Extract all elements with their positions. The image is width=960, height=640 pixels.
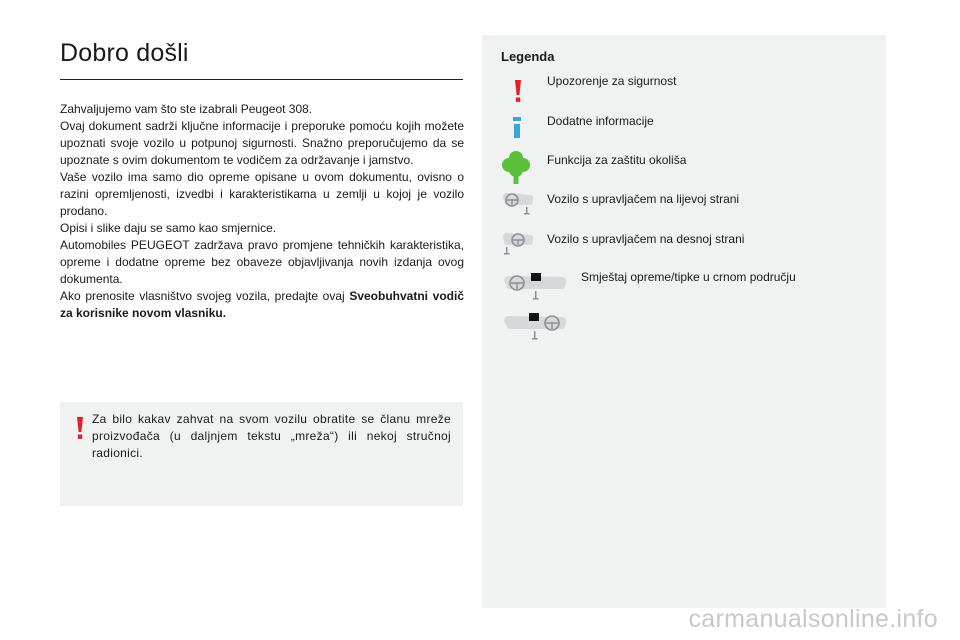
title-divider <box>60 79 463 80</box>
legend-label: Funkcija za zaštitu okoliša <box>547 153 687 167</box>
legend-label: Dodatne informacije <box>547 114 654 128</box>
legend-heading: Legenda <box>501 49 555 64</box>
intro-paragraph: Zahvaljujemo vam što ste izabrali Peugeot 308. <box>60 102 313 116</box>
info-icon <box>511 117 523 139</box>
welcome-section <box>60 30 464 322</box>
handover-paragraph <box>60 288 464 322</box>
legend-label: Vozilo s upravljačem na desnoj strani <box>547 232 745 246</box>
warning-note-box <box>60 402 463 506</box>
left-hand-drive-icon <box>502 191 536 217</box>
legend-label: Vozilo s upravljačem na lijevoj strani <box>547 192 740 206</box>
intro-text <box>60 101 464 322</box>
right-hand-drive-icon <box>502 231 536 257</box>
intro-paragraph: Vaše vozilo ima samo dio opreme opisane u ovom dokumentu, ovisno o razini opremljenosti, izvedbi i karakteristikama u zemlji u kojoj je vozilo prodano. <box>60 170 464 218</box>
tree-icon <box>502 150 530 186</box>
equipment-location-icon <box>502 271 568 303</box>
equipment-location-rhd-icon <box>502 311 568 343</box>
warning-exclamation-icon <box>74 416 86 440</box>
legend-label: Upozorenje za sigurnost <box>547 74 677 88</box>
intro-paragraph: Opisi i slike daju se samo kao smjernice. <box>60 221 277 235</box>
watermark: carmanualsonline.info <box>688 605 938 633</box>
warning-note-text: Za bilo kakav zahvat na svom vozilu obratite se članu mreže proizvođača (u daljnjem tekstu „mreža“) ili nekoj stručnoj radionici. <box>92 412 451 460</box>
legend-label: Smještaj opreme/tipke u crnom području <box>581 270 796 284</box>
page-title: Dobro došli <box>60 39 189 67</box>
handover-bold-text: Sveobuhvatni vodič za korisnike novom vlasniku. <box>60 289 464 320</box>
intro-paragraph: Automobiles PEUGEOT zadržava pravo promjene tehničkih karakteristika, opreme i dodatne opreme bez obaveze objavljivanja novih izdanja ovog dokumenta. <box>60 238 464 286</box>
legend-panel <box>482 35 886 608</box>
intro-paragraph: Ovaj dokument sadrži ključne informacije i preporuke pomoću kojih možete upoznati svoje vozilo u potpunoj sigurnosti. Snažno preporučujemo da se upoznate s ovim dokumentom te vodičem za održavanje i jamstvo. <box>60 119 464 167</box>
warning-exclamation-icon <box>512 79 524 103</box>
handover-text: Ako prenosite vlasništvo svojeg vozila, predajte ovaj <box>60 289 350 303</box>
